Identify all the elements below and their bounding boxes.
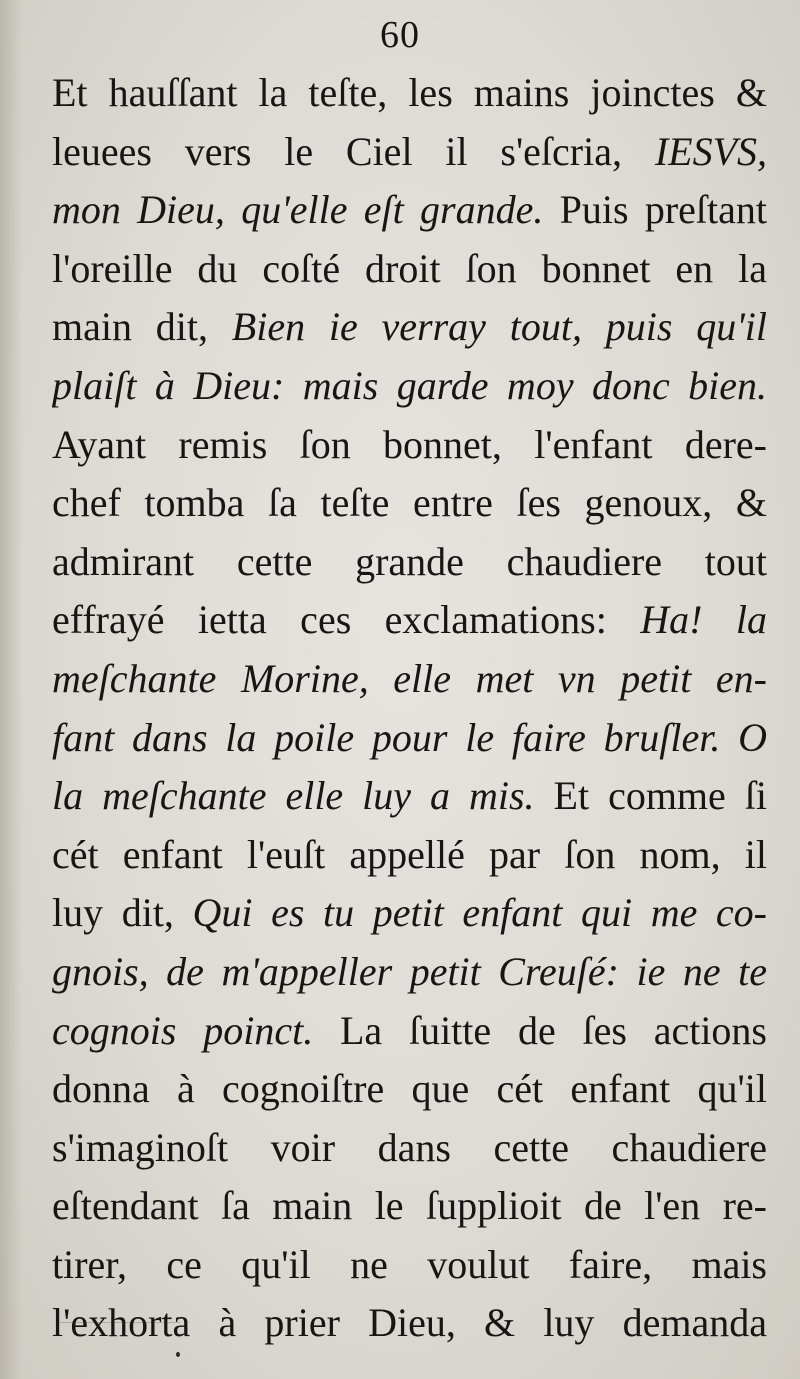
- text-line: [52, 533, 767, 592]
- text-line: [52, 416, 767, 475]
- text-line: [52, 298, 767, 357]
- text-line: [52, 64, 767, 123]
- text-line: [52, 709, 767, 768]
- page-number: 60: [380, 14, 420, 56]
- text-line: [52, 1060, 767, 1119]
- italic-text: Ha! la: [640, 597, 767, 643]
- text-line: [52, 474, 767, 533]
- text-line: [52, 123, 767, 182]
- roman-text: effrayé ietta ces exclamations:: [52, 597, 641, 643]
- roman-text: La ſuitte de ſes actions: [313, 1007, 767, 1053]
- roman-text: l'oreille du coſté droit ſon bonnet en la: [52, 245, 767, 291]
- italic-text: la meſchante elle luy a mis.: [52, 773, 535, 819]
- roman-text: l'exhorta à prier Dieu, & luy demanda: [52, 1300, 767, 1346]
- roman-text: Ayant remis ſon bonnet, l'enfant dere-: [52, 421, 767, 467]
- page-gutter-shadow: [0, 0, 22, 1379]
- text-line: [52, 884, 767, 943]
- italic-text: meſchante Morine, elle met vn petit en-: [52, 655, 767, 701]
- text-line: [52, 826, 767, 885]
- roman-text: admirant cette grande chaudiere tout: [52, 538, 767, 584]
- roman-text: eſtendant ſa main le ſupplioit de l'en re-: [52, 1183, 767, 1229]
- text-line: [52, 650, 767, 709]
- text-line: [52, 1177, 767, 1236]
- roman-text: Puis preſtant: [543, 187, 767, 233]
- text-line: [52, 1002, 767, 1061]
- roman-text: s'imaginoſt voir dans cette chaudiere: [52, 1124, 767, 1170]
- italic-text: plaiſt à Dieu: mais garde moy donc bien.: [52, 362, 767, 408]
- roman-text: donna à cognoiſtre que cét enfant qu'il: [52, 1066, 767, 1112]
- roman-text: main dit,: [52, 304, 232, 350]
- roman-text: cét enfant l'euſt appellé par ſon nom, il: [52, 831, 767, 877]
- italic-text: Bien ie verray tout, puis qu'il: [231, 304, 767, 350]
- text-line: [52, 1119, 767, 1178]
- text-line: [52, 1236, 767, 1295]
- roman-text: leuees vers le Ciel il s'eſcria,: [52, 128, 655, 174]
- text-line: [52, 591, 767, 650]
- italic-text: fant dans la poile pour le faire bruſler. O: [52, 714, 767, 760]
- text-line: [52, 240, 767, 299]
- italic-text: IESVS,: [654, 128, 767, 174]
- ink-speck: [176, 1352, 180, 1357]
- italic-text: mon Dieu, qu'elle eſt grande.: [52, 187, 544, 233]
- body-text: [52, 64, 767, 1353]
- italic-text: gnois, de m'appeller petit Creuſé: ie ne te: [52, 948, 767, 994]
- text-line: [52, 357, 767, 416]
- faint-rule: [60, 1322, 180, 1323]
- roman-text: chef tomba ſa teſte entre ſes genoux, &: [52, 480, 767, 526]
- italic-text: cognois poinct.: [52, 1007, 314, 1053]
- text-line: [52, 181, 767, 240]
- italic-text: Qui es tu petit enfant qui me co-: [192, 890, 767, 936]
- roman-text: Et comme ſi: [534, 773, 767, 819]
- text-line: [52, 767, 767, 826]
- text-line: [52, 943, 767, 1002]
- roman-text: Et hauſſant la teſte, les mains joinctes &: [52, 70, 767, 115]
- roman-text: luy dit,: [52, 890, 193, 936]
- roman-text: tirer, ce qu'il ne voulut faire, mais: [52, 1241, 767, 1287]
- text-line: [52, 1294, 767, 1353]
